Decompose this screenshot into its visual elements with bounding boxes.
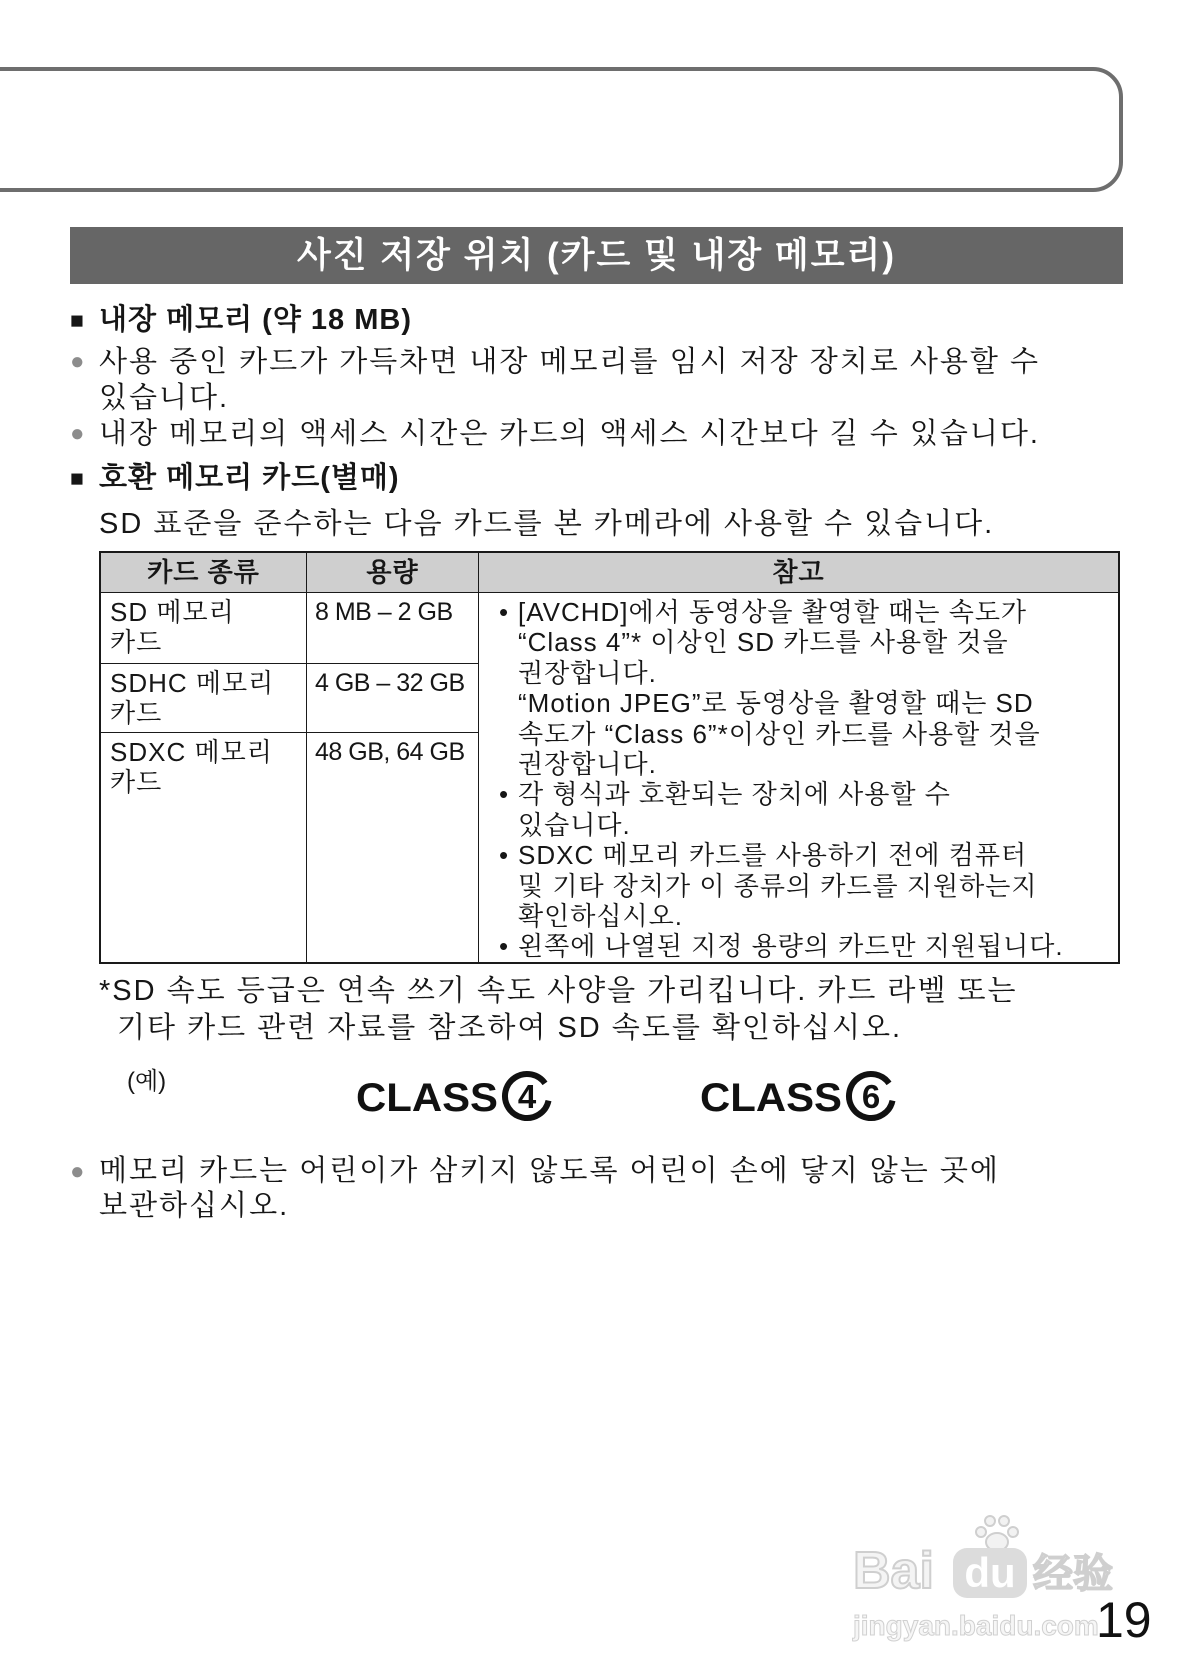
circle-bullet-icon: ● <box>70 1158 85 1185</box>
text-line: SDHC 메모리 <box>110 668 275 698</box>
class-6-logo <box>700 1069 900 1123</box>
header-frame <box>0 67 1123 192</box>
dot-bullet-icon: • <box>499 931 510 962</box>
text-line: SD 메모리 <box>110 597 235 627</box>
text-line: SDXC 메모리 <box>110 737 273 767</box>
text-line: 및 기타 장치가 이 종류의 카드를 지원하는지 <box>518 870 1038 901</box>
list-item <box>70 416 1040 452</box>
page-number: 19 <box>1096 1592 1152 1648</box>
text-line: 카드 <box>110 627 163 657</box>
text-line: 사용 중인 카드가 가득차면 내장 메모리를 임시 저장 장치로 사용할 수 <box>99 346 1040 378</box>
safety-note <box>70 1154 1000 1224</box>
note-item <box>499 597 1118 779</box>
text-line: 내장 메모리의 액세스 시간은 카드의 액세스 시간보다 길 수 있습니다. <box>99 418 1040 450</box>
text-line: “Class 4”* 이상인 SD 카드를 사용할 것을 <box>518 627 1009 658</box>
text-line: 속도가 “Class 6”*이상인 카드를 사용할 것을 <box>518 718 1041 749</box>
logo-word: CLASS <box>700 1076 842 1120</box>
text-line: 각 형식과 호환되는 장치에 사용할 수 <box>518 779 951 810</box>
text-line: 왼쪽에 나열된 지정 용량의 카드만 지원됩니다. <box>518 931 1064 962</box>
section-title-bar <box>70 227 1123 284</box>
circle-bullet-icon: ● <box>70 420 85 447</box>
text-line: [AVCHD]에서 동영상을 촬영할 때는 속도가 <box>518 597 1028 627</box>
watermark-brand: Bai <box>853 1542 934 1600</box>
dot-bullet-icon: • <box>499 597 510 627</box>
table-cell-card-type <box>101 664 307 733</box>
table-cell-capacity: 8 MB – 2 GB <box>307 593 479 664</box>
table-header-card-type: 카드 종류 <box>101 553 307 593</box>
table-header-notes: 참고 <box>479 553 1118 593</box>
watermark-url: jingyan.baidu.com <box>853 1610 1099 1641</box>
watermark-suffix: 经验 <box>1033 1552 1113 1596</box>
heading-text: 호환 메모리 카드(별매) <box>99 462 400 494</box>
compatible-cards-heading <box>70 460 400 496</box>
text-line: 있습니다. <box>518 809 631 840</box>
built-in-memory-bullets <box>70 344 1040 452</box>
speed-class-footnote <box>99 973 1018 1047</box>
watermark-brand-box: du <box>953 1548 1027 1598</box>
square-bullet-icon: ■ <box>70 465 85 491</box>
class-4-logo <box>356 1069 556 1123</box>
text-line: 권장합니다. <box>518 749 657 780</box>
text-line: “Motion JPEG”로 동영상을 촬영할 때는 SD <box>518 688 1034 719</box>
compatible-cards-intro: SD 표준을 준수하는 다음 카드를 본 카메라에 사용할 수 있습니다. <box>99 508 995 540</box>
table-cell-capacity: 4 GB – 32 GB <box>307 664 479 733</box>
baidu-watermark <box>853 1512 1123 1644</box>
note-item <box>499 840 1118 931</box>
logo-number: 4 <box>517 1078 537 1115</box>
table-cell-capacity: 48 GB, 64 GB <box>307 733 479 962</box>
dot-bullet-icon: • <box>499 779 510 810</box>
card-table <box>99 551 1120 964</box>
logo-number: 6 <box>861 1078 881 1115</box>
heading-text: 내장 메모리 (약 18 MB) <box>99 304 412 336</box>
example-label: (예) <box>127 1068 167 1095</box>
text-line: 보관하십시오. <box>99 1190 290 1222</box>
text-line: 확인하십시오. <box>518 901 683 932</box>
table-cell-card-type <box>101 733 307 962</box>
table-cell-notes <box>479 593 1118 962</box>
text-line: 기타 카드 관련 자료를 참조하여 SD 속도를 확인하십시오. <box>117 1012 903 1044</box>
text-line: *SD 속도 등급은 연속 쓰기 속도 사양을 가리킵니다. 카드 라벨 또는 <box>99 975 1018 1007</box>
list-item <box>70 1154 1000 1224</box>
logo-word: CLASS <box>356 1076 498 1120</box>
square-bullet-icon: ■ <box>70 307 85 333</box>
built-in-memory-heading <box>70 302 412 338</box>
text-line: 권장합니다. <box>518 657 657 688</box>
note-item <box>499 931 1118 961</box>
text-line: 있습니다. <box>99 382 230 414</box>
table-cell-card-type <box>101 593 307 664</box>
dot-bullet-icon: • <box>499 840 510 871</box>
text-line: 카드 <box>110 698 163 728</box>
section-title: 사진 저장 위치 (카드 및 내장 메모리) <box>297 236 896 275</box>
list-item <box>70 344 1040 416</box>
circle-bullet-icon: ● <box>70 348 85 375</box>
text-line: 카드 <box>110 767 163 797</box>
note-item <box>499 779 1118 840</box>
text-line: 메모리 카드는 어린이가 삼키지 않도록 어린이 손에 닿지 않는 곳에 <box>99 1155 1000 1187</box>
text-line: SDXC 메모리 카드를 사용하기 전에 컴퓨터 <box>518 840 1028 871</box>
table-header-capacity: 용량 <box>307 553 479 593</box>
